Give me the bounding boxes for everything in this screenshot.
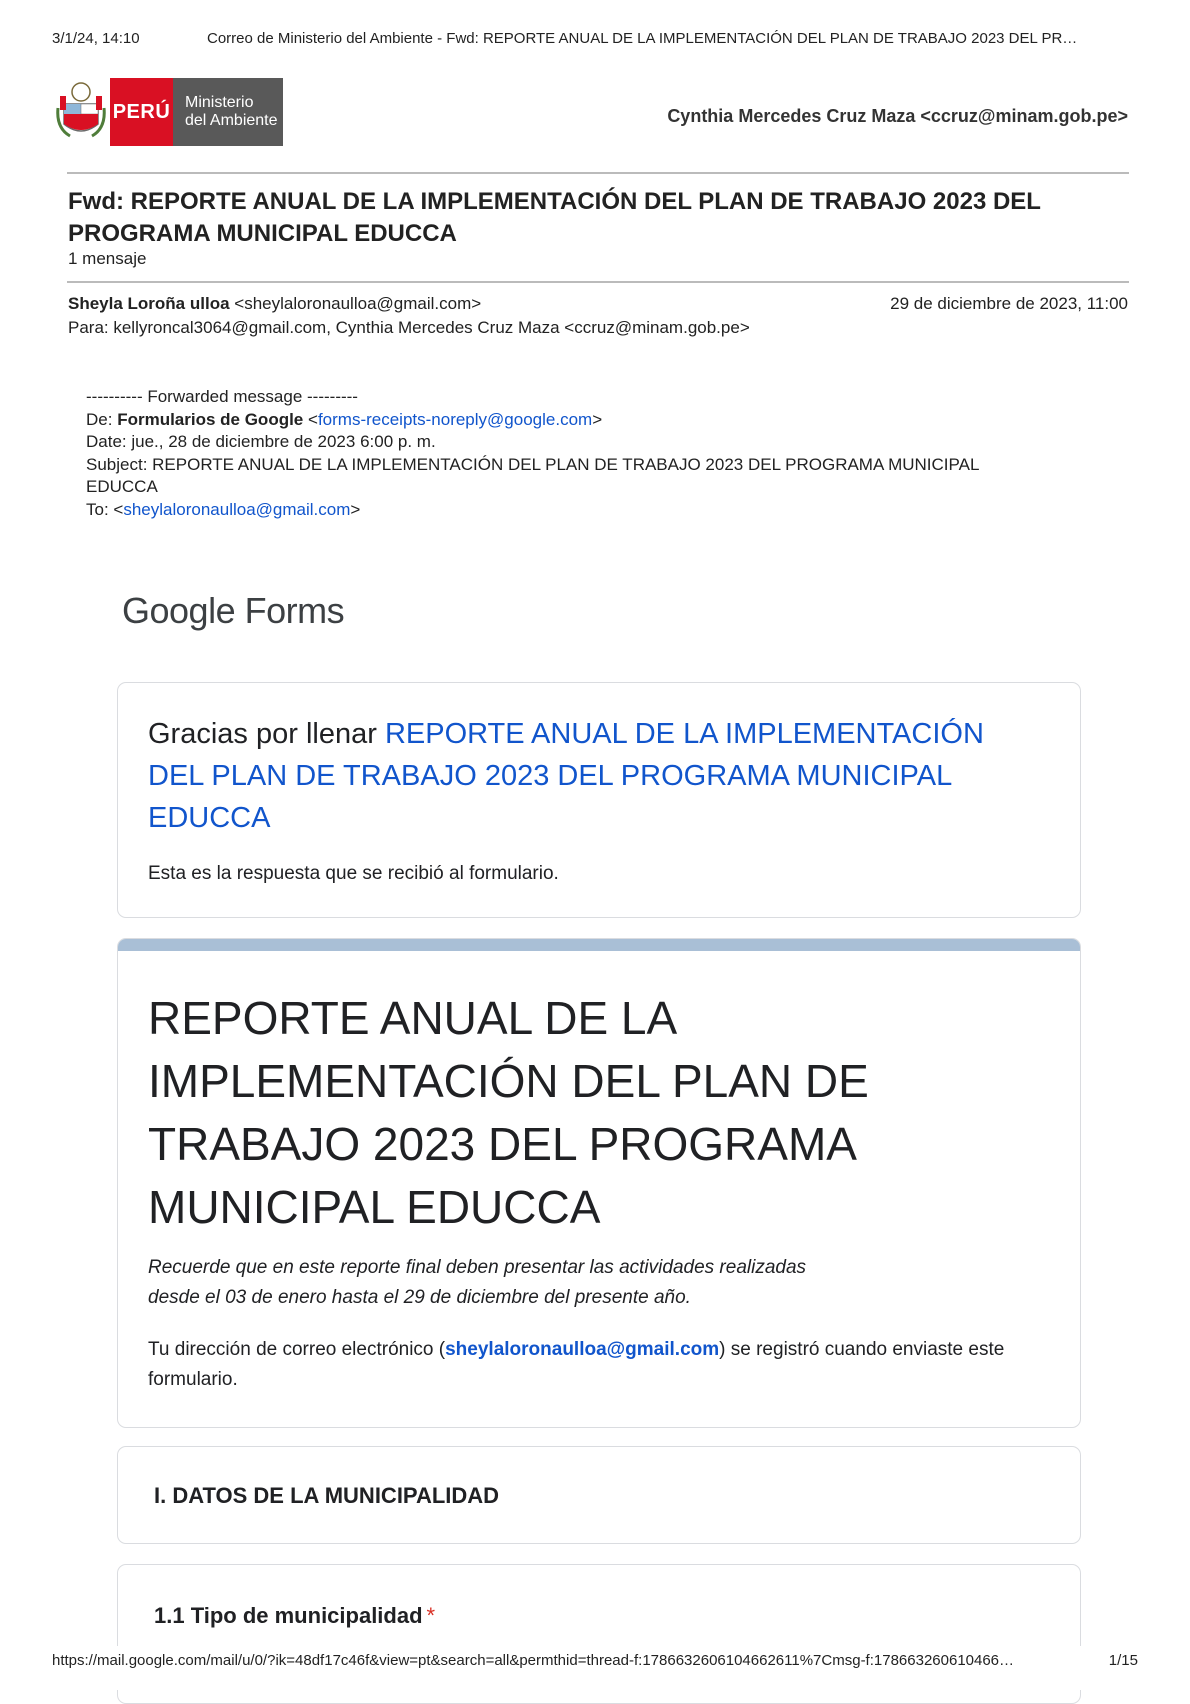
page-number: 1/15 — [1108, 1652, 1138, 1669]
description-line-2: desde el 03 de enero hasta el 29 de diciembre del presente año. — [148, 1287, 691, 1308]
question-label: 1.1 Tipo de municipalidad — [154, 1603, 423, 1628]
from-open: < — [303, 409, 318, 429]
peru-label: PERÚ — [110, 78, 173, 146]
email-recorded-note — [148, 1335, 1028, 1395]
ministry-line-2: del Ambiente — [185, 112, 278, 129]
form-title: REPORTE ANUAL DE LA IMPLEMENTACIÓN DEL PLAN DE TRABAJO 2023 DEL PROGRAMA MUNICIPAL EDUCCA — [148, 992, 869, 1233]
form-header-card — [117, 938, 1081, 1428]
forwarded-message — [86, 386, 1046, 521]
forwarded-header: ---------- Forwarded message --------- — [86, 387, 358, 406]
from-label: De: — [86, 409, 118, 429]
recipients-line: Para: kellyroncal3064@gmail.com, Cynthia Mercedes Cruz Maza <ccruz@minam.gob.pe> — [68, 318, 750, 337]
forwarded-to — [86, 499, 1046, 522]
print-footer — [52, 1646, 1138, 1690]
email-note-prefix: Tu dirección de correo electrónico ( — [148, 1339, 446, 1360]
question-title — [154, 1603, 435, 1629]
sender-line — [68, 294, 481, 314]
from-name: Formularios de Google — [117, 409, 304, 429]
email-note-suffix: ) se registró cuando enviaste este formulario. — [148, 1339, 1005, 1390]
forwarded-subject: Subject: REPORTE ANUAL DE LA IMPLEMENTACIÓN DEL PLAN DE TRABAJO 2023 DEL PROGRAMA MUNICIPAL EDUCCA — [86, 454, 979, 496]
email-date: 29 de diciembre de 2023, 11:00 — [890, 294, 1128, 313]
divider — [67, 281, 1129, 283]
divider — [67, 172, 1129, 174]
account-name: Cynthia Mercedes Cruz Maza <ccruz@minam.gob.pe> — [667, 106, 1128, 126]
form-color-bar — [118, 939, 1080, 951]
forwarded-date: Date: jue., 28 de diciembre de 2023 6:00 p. m. — [86, 432, 436, 451]
from-email-link[interactable]: forms-receipts-noreply@google.com — [317, 409, 593, 429]
print-date: 3/1/24, 14:10 — [52, 30, 140, 47]
to-label: To: < — [86, 499, 124, 519]
peru-crest-icon — [56, 78, 106, 146]
thanks-card — [117, 682, 1081, 918]
forms-wordmark: Forms — [244, 590, 345, 631]
thanks-text — [148, 713, 1028, 839]
section-card — [117, 1446, 1081, 1544]
message-count: 1 mensaje — [68, 249, 147, 268]
forwarded-from — [86, 409, 1046, 432]
ministry-line-1: Ministerio — [185, 94, 254, 111]
from-close: > — [592, 409, 603, 429]
print-title: Correo de Ministerio del Ambiente - Fwd: REPORTE ANUAL DE LA IMPLEMENTACIÓN DEL PLAN DE TRABAJO 2023 DEL PR… — [207, 30, 1078, 47]
form-title-link[interactable]: REPORTE ANUAL DE LA IMPLEMENTACIÓN DEL PLAN DE TRABAJO 2023 DEL PROGRAMA MUNICIPAL EDUCCA — [148, 718, 984, 834]
form-description — [148, 1253, 928, 1313]
email-subject: Fwd: REPORTE ANUAL DE LA IMPLEMENTACIÓN DEL PLAN DE TRABAJO 2023 DEL PROGRAMA MUNICIPAL EDUCCA — [68, 188, 1041, 247]
print-header — [52, 30, 1138, 47]
print-url: https://mail.google.com/mail/u/0/?ik=48df17c46f&view=pt&search=all&permthid=thread-f:1786632606104662611%7Cmsg-f:178663260610466… — [52, 1652, 1015, 1669]
sender-email: <sheylaloronaulloa@gmail.com> — [234, 294, 482, 313]
to-close: > — [350, 499, 361, 519]
respondent-email[interactable]: sheylaloronaulloa@gmail.com — [445, 1339, 720, 1360]
description-line-1: Recuerde que en este reporte final deben presentar las actividades realizadas — [148, 1257, 807, 1278]
minam-logo — [56, 78, 283, 146]
ministry-label — [173, 78, 283, 146]
received-note: Esta es la respuesta que se recibió al formulario. — [148, 863, 559, 884]
thanks-prefix: Gracias por llenar — [148, 718, 385, 750]
google-forms-logo — [122, 590, 344, 632]
required-asterisk: * — [426, 1603, 436, 1628]
google-wordmark: Google — [122, 590, 236, 631]
sender-name: Sheyla Loroña ulloa — [68, 294, 230, 313]
section-title: I. DATOS DE LA MUNICIPALIDAD — [154, 1483, 500, 1508]
to-email-link[interactable]: sheylaloronaulloa@gmail.com — [123, 499, 351, 519]
